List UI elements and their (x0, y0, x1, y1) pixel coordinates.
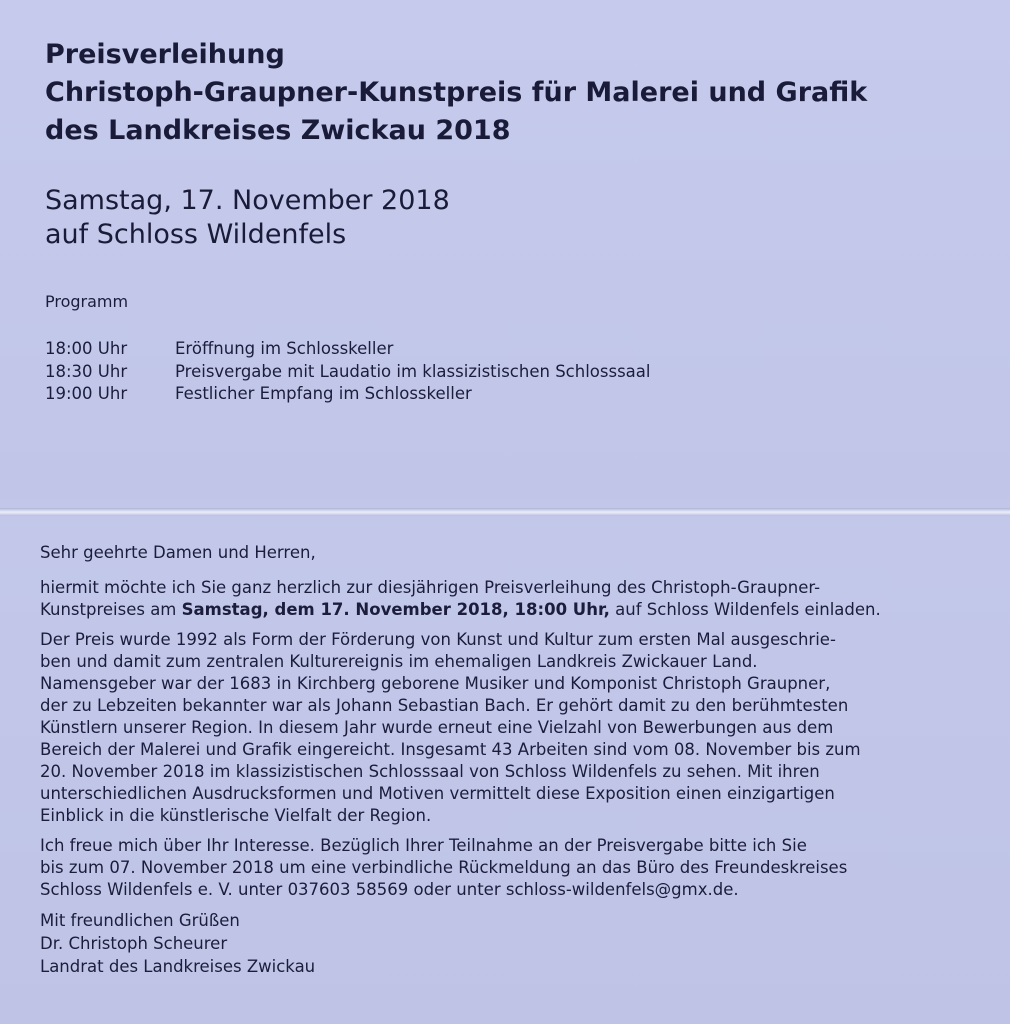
invite-line: Kunstpreises am (40, 600, 182, 619)
event-location: auf Schloss Wildenfels (45, 219, 347, 250)
invite-date-time: Samstag, dem 17. November 2018, 18:00 Uhr, (181, 600, 610, 619)
body-line: unterschiedlichen Ausdrucksformen und Motiven vermittelt diese Exposition einen einzigartigen (40, 784, 835, 803)
invite-tail: auf Schloss Wildenfels einladen. (609, 600, 881, 619)
body-line: Der Preis wurde 1992 als Form der Förderung von Kunst und Kultur zum ersten Mal ausgeschrie- (40, 630, 836, 649)
rsvp-line: Ich freue mich über Ihr Interesse. Bezüglich Ihrer Teilnahme an der Preisvergabe bitte ich Sie (40, 836, 807, 855)
schedule-time: 18:00 Uhr (45, 339, 128, 358)
invitation-header (45, 36, 985, 403)
title-line: Preisverleihung (45, 39, 285, 70)
signer-name: Dr. Christoph Scheurer (40, 934, 228, 953)
body-line: Bereich der Malerei und Grafik eingereicht. Insgesamt 43 Arbeiten sind vom 08. November bis zum (40, 740, 861, 759)
signer-title: Landrat des Landkreises Zwickau (40, 957, 316, 976)
closing-greeting: Mit freundlichen Grüßen (40, 911, 240, 930)
event-date: Samstag, 17. November 2018 (45, 185, 450, 216)
schedule-row (45, 338, 650, 361)
salutation: Sehr geehrte Damen und Herren, (40, 543, 316, 562)
body-line: Namensgeber war der 1683 in Kirchberg geborene Musiker und Komponist Christoph Graupner, (40, 674, 831, 693)
card-fold-line (0, 508, 1010, 516)
schedule-event: Preisvergabe mit Laudatio im klassizistischen Schlosssaal (175, 361, 651, 381)
body-line: 20. November 2018 im klassizistischen Schlosssaal von Schloss Wildenfels zu sehen. Mit ihren (40, 762, 820, 781)
rsvp-line: bis zum 07. November 2018 um eine verbindliche Rückmeldung an das Büro des Freundeskreises (40, 858, 848, 877)
schedule-event: Eröffnung im Schlosskeller (175, 339, 394, 358)
invite-paragraph (40, 577, 990, 621)
invitation-letter (40, 542, 990, 978)
body-line: Einblick in die künstlerische Vielfalt der Region. (40, 806, 432, 825)
schedule-row (45, 383, 650, 406)
body-line: Künstlern unserer Region. In diesem Jahr wurde erneut eine Vielzahl von Bewerbungen aus dem (40, 718, 834, 737)
rsvp-line: Schloss Wildenfels e. V. unter 037603 58569 oder unter schloss-wildenfels@gmx.de. (40, 880, 739, 899)
schedule-time: 19:00 Uhr (45, 384, 128, 403)
event-date-location (45, 184, 450, 252)
schedule-event: Festlicher Empfang im Schlosskeller (175, 384, 472, 403)
schedule-row (45, 361, 650, 384)
body-paragraph (40, 629, 990, 827)
title-line: Christoph-Graupner-Kunstpreis für Malerei und Grafik (45, 77, 868, 108)
body-line: der zu Lebzeiten bekannter war als Johann Sebastian Bach. Er gehört damit zu den berühmtesten (40, 696, 849, 715)
program-label: Programm (45, 292, 129, 311)
letter-closing (40, 909, 990, 978)
program-schedule (45, 338, 650, 406)
schedule-time: 18:30 Uhr (45, 361, 128, 381)
title-line: des Landkreises Zwickau 2018 (45, 115, 511, 146)
rsvp-paragraph (40, 835, 990, 901)
event-title (45, 36, 985, 150)
body-line: ben und damit zum zentralen Kulturereignis im ehemaligen Landkreis Zwickauer Land. (40, 652, 758, 671)
invite-line: hiermit möchte ich Sie ganz herzlich zur diesjährigen Preisverleihung des Christoph-Graupner- (40, 578, 821, 597)
